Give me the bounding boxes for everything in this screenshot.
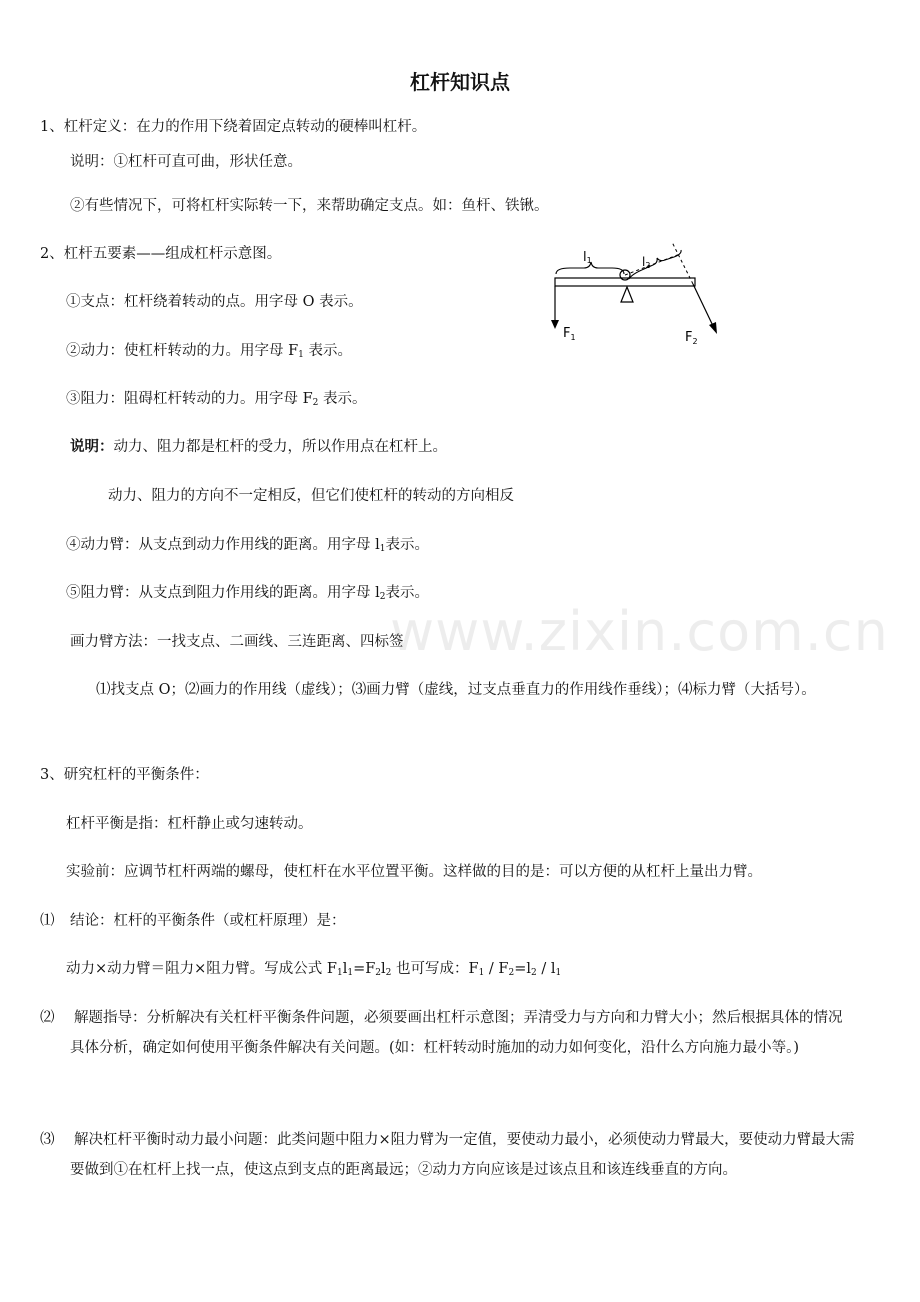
conclusion1-line: 结论：杠杆的平衡条件（或杠杆原理）是： [70, 913, 346, 929]
fulcrum-line: ①支点：杠杆绕着转动的点。用字母 O 表示。 [66, 294, 363, 310]
formula-line: 动力×动力臂＝阻力×阻力臂。写成公式 $F_1l_1=F_2l_2$ 也可写成：$F_1 / F_2=l_2 / l_1$ [66, 961, 562, 978]
fulcrum-triangle [621, 287, 633, 302]
force2-line [693, 284, 714, 328]
conclusion3-number: ⑶ [40, 1132, 55, 1148]
conclusion3-paragraph: 解决杠杆平衡时动力最小问题：此类问题中阻力×阻力臂为一定值，要使动力最小，必须使动力臂最大，要使动力臂最大需要做到①在杠杆上找一点，使这点到支点的距离最远；②动力方向应该是过该点且和该连线垂直的方向。 [70, 1132, 855, 1178]
arm2-label: l2 [642, 255, 651, 270]
note-line-1: 说明：①杠杆可直可曲，形状任意。 [70, 154, 302, 170]
conclusion2-paragraph: 解题指导：分析解决有关杠杆平衡条件问题，必须要画出杠杆示意图；弄清受力与方向和力臂大小；然后根据具体的情况具体分析，确定如何使用平衡条件解决有关问题。(如：杠杆转动时施加的动力如何变化，沿什么方向施力最小等。) [70, 1010, 843, 1056]
before-experiment-line: 实验前：应调节杠杆两端的螺母，使杠杆在水平位置平衡。这样做的目的是：可以方便的从杠杆上量出力臂。 [66, 864, 762, 880]
arm2-dashed-line [625, 254, 680, 275]
note-line-2: ②有些情况下，可将杠杆实际转一下，来帮助确定支点。如：鱼杆、铁锹。 [70, 198, 549, 214]
arm2-brace [629, 250, 681, 279]
arm-method-line: 画力臂方法：一找支点、二画线、三连距离、四标签 [70, 634, 404, 650]
resistance-arm-line: ⑤阻力臂：从支点到阻力作用线的距离。用字母 $l_2$表示。 [66, 585, 429, 602]
conclusion2-number: ⑵ [40, 1010, 55, 1026]
force1-arrowhead [551, 320, 559, 329]
arm-method-detail: ⑴找支点 O；⑵画力的作用线（虚线）；⑶画力臂（虚线，过支点垂直力的作用线作垂线）；⑷标力臂（大括号）。 [96, 682, 816, 698]
arm1-label: l1 [583, 250, 592, 265]
conclusion1-number: ⑴ [40, 913, 55, 929]
resistance-line: ③阻力：阻碍杠杆转动的力。用字母 $F_2$ 表示。 [66, 391, 367, 408]
page-title: 杠杆知识点 [410, 70, 510, 94]
lever-diagram [540, 236, 750, 348]
lever-bar [555, 278, 695, 286]
definition-line: 1、杠杆定义：在力的作用下绕着固定点转动的硬棒叫杠杆。 [40, 119, 427, 135]
section3-heading: 3、研究杠杆的平衡条件： [40, 767, 209, 783]
force2-label: $F_2$ [685, 330, 698, 346]
force2-arrowhead [709, 322, 717, 334]
effort-line: ②动力：使杠杆转动的力。用字母 $F_1$ 表示。 [66, 343, 353, 360]
watermark: www.zixin.com.cn [390, 600, 889, 663]
balance-line: 杠杆平衡是指：杠杆静止或匀速转动。 [66, 816, 313, 832]
force-note-line: 说明：动力、阻力都是杠杆的受力，所以作用点在杠杆上。 [70, 438, 447, 455]
force-note-line-2: 动力、阻力的方向不一定相反，但它们使杠杆的转动的方向相反 [108, 488, 514, 504]
section2-heading: 2、杠杆五要素——组成杠杆示意图。 [40, 246, 282, 262]
effort-arm-line: ④动力臂：从支点到动力作用线的距离。用字母 $l_1$表示。 [66, 537, 429, 554]
force1-label: $F_1$ [563, 326, 576, 342]
